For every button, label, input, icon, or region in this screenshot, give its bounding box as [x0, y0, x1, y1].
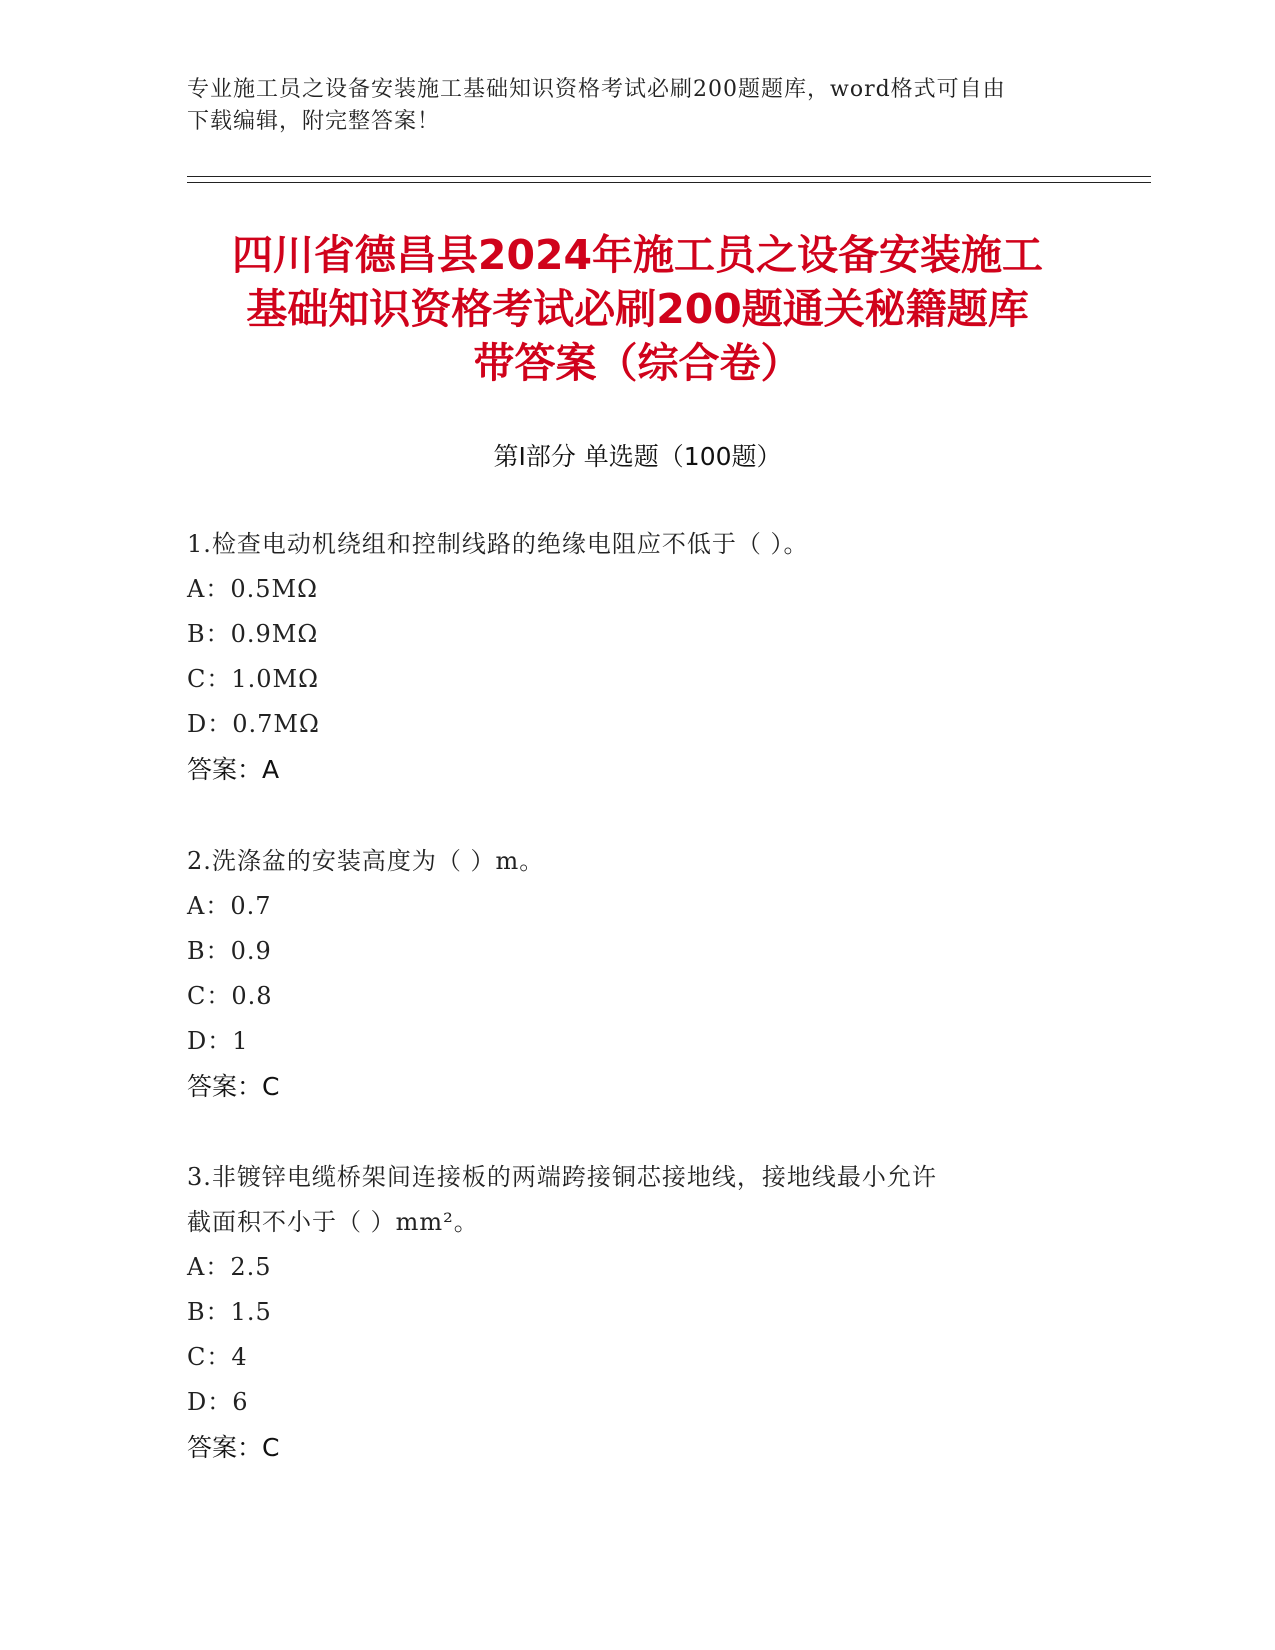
document-title-line-2: 基础知识资格考试必刷200题通关秘籍题库: [246, 285, 1029, 333]
answer: 答案：C: [187, 1433, 280, 1462]
answer: 答案：C: [187, 1072, 280, 1101]
option-a: A：0.5MΩ: [187, 575, 318, 603]
header-rule-top: [187, 176, 1151, 177]
header-rule-bottom: [187, 182, 1151, 183]
document-title: [150, 228, 1125, 390]
option-d: D：0.7MΩ: [187, 710, 320, 738]
option-b: B：1.5: [187, 1298, 272, 1326]
header-note: [187, 74, 1067, 138]
option-d: D：6: [187, 1388, 249, 1416]
question-3: [187, 1155, 1087, 1470]
question-stem-line-1: 3.非镀锌电缆桥架间连接板的两端跨接铜芯接地线，接地线最小允许: [187, 1163, 937, 1191]
question-stem: 1.检查电动机绕组和控制线路的绝缘电阻应不低于（ ）。: [187, 530, 809, 558]
option-c: C：4: [187, 1343, 248, 1371]
option-c: C：0.8: [187, 982, 273, 1010]
option-b: B：0.9MΩ: [187, 620, 319, 648]
answer: 答案：A: [187, 755, 280, 784]
document-title-line-3: 带答案（综合卷）: [473, 339, 802, 387]
document-title-line-1: 四川省德昌县2024年施工员之设备安装施工: [231, 231, 1044, 279]
option-c: C：1.0MΩ: [187, 665, 320, 693]
question-stem-line-2: 截面积不小于（ ）mm²。: [187, 1208, 479, 1236]
question-stem: 2.洗涤盆的安装高度为（ ）m。: [187, 847, 545, 875]
option-d: D：1: [187, 1027, 249, 1055]
header-note-line-1: 专业施工员之设备安装施工基础知识资格考试必刷200题题库，word格式可自由: [187, 77, 1006, 102]
section-title: 第Ⅰ部分 单选题（100题）: [493, 442, 782, 471]
question-2: [187, 839, 1087, 1109]
header-note-line-2: 下载编辑，附完整答案！: [187, 109, 441, 134]
option-a: A：0.7: [187, 892, 272, 920]
option-a: A：2.5: [187, 1253, 272, 1281]
question-1: [187, 522, 1087, 792]
option-b: B：0.9: [187, 937, 272, 965]
